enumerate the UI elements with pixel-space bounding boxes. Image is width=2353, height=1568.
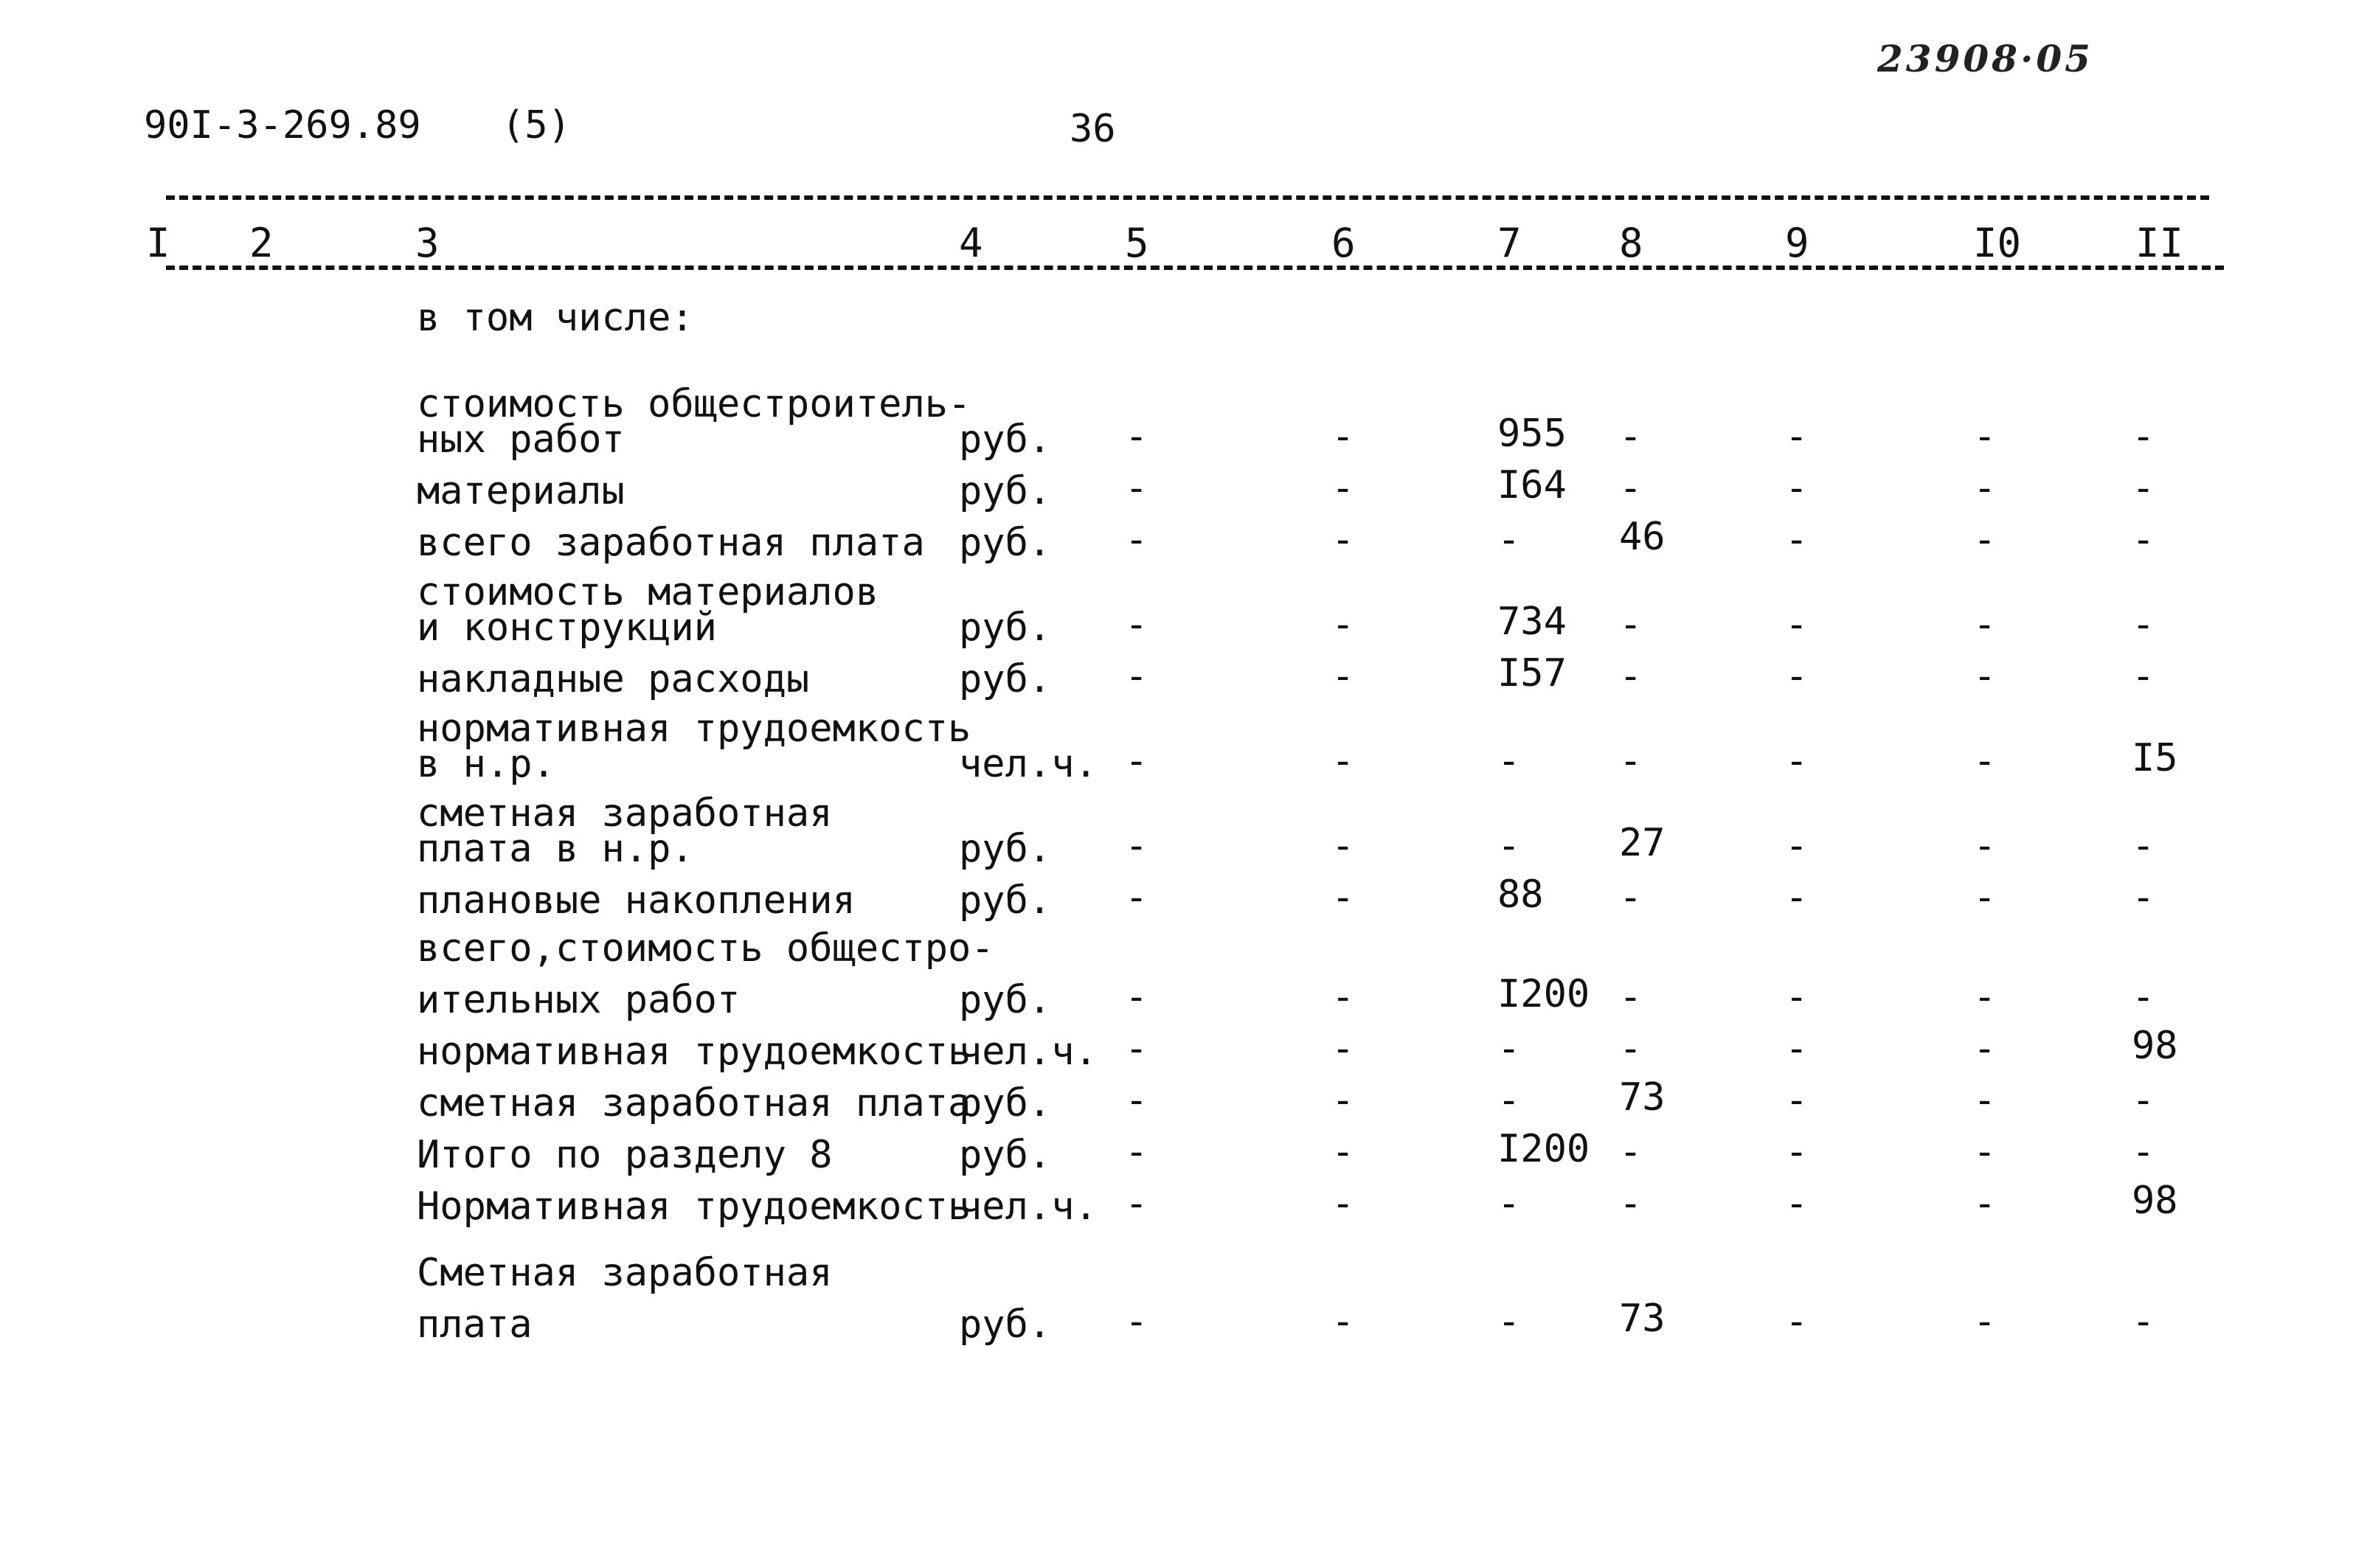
row-value-c7: I200 bbox=[1497, 972, 1590, 1016]
row-value-c5: - bbox=[1125, 518, 1148, 562]
row-value-c10: - bbox=[1973, 518, 1997, 562]
row-value-c7: - bbox=[1497, 1078, 1521, 1123]
row-value-c9: - bbox=[1785, 1130, 1809, 1174]
row-label: Сметная заработная bbox=[417, 1251, 833, 1295]
row-label: материалы bbox=[417, 469, 625, 513]
row-value-c10: - bbox=[1973, 1078, 1997, 1123]
row-value-c8: - bbox=[1619, 1027, 1643, 1071]
row-value-c6: - bbox=[1331, 518, 1355, 562]
row-value-c11: 98 bbox=[2132, 1179, 2178, 1223]
row-value-c5: - bbox=[1125, 654, 1148, 698]
row-unit: руб. bbox=[959, 878, 1052, 923]
row-value-c9: - bbox=[1785, 1300, 1809, 1344]
row-value-c9: - bbox=[1785, 603, 1809, 647]
row-value-c9: - bbox=[1785, 975, 1809, 1019]
row-label: в н.р. bbox=[417, 742, 555, 786]
row-value-c11: - bbox=[2132, 875, 2155, 920]
row-label: всего заработная плата bbox=[417, 521, 925, 565]
row-value-c6: - bbox=[1331, 1300, 1355, 1344]
row-unit: руб. bbox=[959, 827, 1052, 871]
row-unit: руб. bbox=[959, 978, 1052, 1022]
row-value-c10: - bbox=[1973, 1130, 1997, 1174]
row-value-c11: - bbox=[2132, 975, 2155, 1019]
row-label: нормативная трудоемкость bbox=[417, 707, 971, 751]
row-value-c9: - bbox=[1785, 466, 1809, 510]
row-value-c7: 88 bbox=[1497, 873, 1544, 917]
row-unit: чел.ч. bbox=[959, 742, 1098, 786]
row-value-c7: - bbox=[1497, 1300, 1521, 1344]
col-num-7: 7 bbox=[1497, 220, 1522, 266]
row-value-c7: - bbox=[1497, 1182, 1521, 1226]
header-dashed-rule bbox=[166, 266, 2224, 270]
row-value-c9: - bbox=[1785, 414, 1809, 459]
row-label: плата bbox=[417, 1302, 533, 1347]
row-value-c6: - bbox=[1331, 466, 1355, 510]
row-label: ительных работ bbox=[417, 978, 741, 1022]
row-value-c6: - bbox=[1331, 975, 1355, 1019]
row-value-c10: - bbox=[1973, 1027, 1997, 1071]
row-value-c5: - bbox=[1125, 1182, 1148, 1226]
row-value-c10: - bbox=[1973, 1182, 1997, 1226]
row-label: нормативная трудоемкость bbox=[417, 1030, 971, 1074]
row-value-c9: - bbox=[1785, 1182, 1809, 1226]
row-value-c7: 734 bbox=[1497, 600, 1567, 644]
row-value-c6: - bbox=[1331, 875, 1355, 920]
row-unit: руб. bbox=[959, 469, 1052, 513]
row-value-c7: I200 bbox=[1497, 1127, 1590, 1171]
intro-text: в том числе: bbox=[417, 296, 694, 340]
row-value-c8: 73 bbox=[1619, 1075, 1666, 1120]
row-label: ных работ bbox=[417, 417, 625, 462]
row-value-c11: - bbox=[2132, 414, 2155, 459]
row-value-c8: 27 bbox=[1619, 821, 1666, 865]
row-value-c9: - bbox=[1785, 824, 1809, 868]
row-unit: руб. bbox=[959, 657, 1052, 701]
row-value-c7: - bbox=[1497, 518, 1521, 562]
row-value-c5: - bbox=[1125, 875, 1148, 920]
row-value-c10: - bbox=[1973, 414, 1997, 459]
row-value-c6: - bbox=[1331, 1182, 1355, 1226]
row-value-c11: - bbox=[2132, 466, 2155, 510]
row-value-c6: - bbox=[1331, 603, 1355, 647]
row-label: и конструкций bbox=[417, 606, 717, 650]
row-value-c10: - bbox=[1973, 975, 1997, 1019]
row-value-c10: - bbox=[1973, 875, 1997, 920]
row-value-c11: - bbox=[2132, 1078, 2155, 1123]
row-value-c8: - bbox=[1619, 875, 1643, 920]
row-value-c9: - bbox=[1785, 1078, 1809, 1123]
row-value-c8: - bbox=[1619, 1182, 1643, 1226]
col-num-6: 6 bbox=[1331, 220, 1356, 266]
row-value-c10: - bbox=[1973, 466, 1997, 510]
row-value-c6: - bbox=[1331, 414, 1355, 459]
row-value-c6: - bbox=[1331, 824, 1355, 868]
row-value-c5: - bbox=[1125, 466, 1148, 510]
row-value-c6: - bbox=[1331, 1130, 1355, 1174]
row-value-c11: - bbox=[2132, 654, 2155, 698]
row-label: всего,стоимость общестро- bbox=[417, 926, 994, 971]
row-value-c8: - bbox=[1619, 414, 1643, 459]
row-label: сметная заработная плата bbox=[417, 1081, 971, 1125]
col-num-3: 3 bbox=[415, 220, 440, 266]
col-num-5: 5 bbox=[1125, 220, 1149, 266]
row-label: плата в н.р. bbox=[417, 827, 694, 871]
row-value-c6: - bbox=[1331, 739, 1355, 783]
row-value-c11: 98 bbox=[2132, 1024, 2178, 1068]
row-label: Нормативная трудоемкость bbox=[417, 1184, 971, 1229]
row-value-c8: - bbox=[1619, 654, 1643, 698]
document-part: (5) bbox=[502, 103, 571, 148]
row-label: плановые накопления bbox=[417, 878, 856, 923]
handwritten-stamp: 23908·05 bbox=[1877, 37, 2093, 80]
col-num-2: 2 bbox=[249, 220, 274, 266]
col-num-11: II bbox=[2135, 220, 2184, 266]
row-value-c7: - bbox=[1497, 824, 1521, 868]
row-value-c11: - bbox=[2132, 518, 2155, 562]
row-value-c8: - bbox=[1619, 739, 1643, 783]
row-value-c11: - bbox=[2132, 603, 2155, 647]
row-value-c5: - bbox=[1125, 1078, 1148, 1123]
col-num-9: 9 bbox=[1785, 220, 1809, 266]
row-value-c11: I5 bbox=[2132, 736, 2178, 780]
row-value-c5: - bbox=[1125, 824, 1148, 868]
row-value-c6: - bbox=[1331, 1027, 1355, 1071]
row-value-c7: - bbox=[1497, 739, 1521, 783]
row-label: сметная заработная bbox=[417, 791, 833, 836]
row-value-c7: I64 bbox=[1497, 463, 1567, 507]
row-value-c6: - bbox=[1331, 1078, 1355, 1123]
row-value-c11: - bbox=[2132, 1130, 2155, 1174]
row-value-c9: - bbox=[1785, 654, 1809, 698]
row-label: стоимость материалов bbox=[417, 570, 879, 614]
row-value-c10: - bbox=[1973, 824, 1997, 868]
page-number: 36 bbox=[1070, 107, 1116, 151]
row-label: стоимость общестроитель- bbox=[417, 382, 971, 426]
row-value-c5: - bbox=[1125, 414, 1148, 459]
row-unit: руб. bbox=[959, 417, 1052, 462]
row-unit: руб. bbox=[959, 1302, 1052, 1347]
row-value-c5: - bbox=[1125, 1300, 1148, 1344]
col-num-1: I bbox=[146, 220, 170, 266]
row-value-c5: - bbox=[1125, 739, 1148, 783]
row-value-c9: - bbox=[1785, 875, 1809, 920]
row-label: Итого по разделу 8 bbox=[417, 1133, 833, 1177]
col-num-10: I0 bbox=[1973, 220, 2022, 266]
row-value-c10: - bbox=[1973, 654, 1997, 698]
row-value-c11: - bbox=[2132, 1300, 2155, 1344]
row-value-c8: - bbox=[1619, 466, 1643, 510]
row-value-c8: 73 bbox=[1619, 1297, 1666, 1341]
row-value-c7: - bbox=[1497, 1027, 1521, 1071]
row-value-c8: - bbox=[1619, 975, 1643, 1019]
row-value-c10: - bbox=[1973, 603, 1997, 647]
row-unit: чел.ч. bbox=[959, 1184, 1098, 1229]
row-value-c5: - bbox=[1125, 1027, 1148, 1071]
row-value-c9: - bbox=[1785, 739, 1809, 783]
col-num-4: 4 bbox=[959, 220, 983, 266]
row-value-c8: - bbox=[1619, 1130, 1643, 1174]
row-unit: руб. bbox=[959, 521, 1052, 565]
row-value-c10: - bbox=[1973, 1300, 1997, 1344]
row-value-c7: 955 bbox=[1497, 412, 1567, 456]
row-value-c9: - bbox=[1785, 518, 1809, 562]
top-dashed-rule bbox=[166, 195, 2209, 200]
row-value-c5: - bbox=[1125, 1130, 1148, 1174]
row-label: накладные расходы bbox=[417, 657, 810, 701]
row-value-c7: I57 bbox=[1497, 651, 1567, 695]
row-value-c10: - bbox=[1973, 739, 1997, 783]
row-value-c5: - bbox=[1125, 975, 1148, 1019]
row-unit: чел.ч. bbox=[959, 1030, 1098, 1074]
row-value-c11: - bbox=[2132, 824, 2155, 868]
row-unit: руб. bbox=[959, 1081, 1052, 1125]
row-value-c5: - bbox=[1125, 603, 1148, 647]
document-code: 90I-3-269.89 bbox=[144, 103, 421, 148]
row-unit: руб. bbox=[959, 606, 1052, 650]
col-num-8: 8 bbox=[1619, 220, 1643, 266]
row-value-c6: - bbox=[1331, 654, 1355, 698]
row-unit: руб. bbox=[959, 1133, 1052, 1177]
row-value-c9: - bbox=[1785, 1027, 1809, 1071]
row-value-c8: - bbox=[1619, 603, 1643, 647]
row-value-c8: 46 bbox=[1619, 515, 1666, 559]
